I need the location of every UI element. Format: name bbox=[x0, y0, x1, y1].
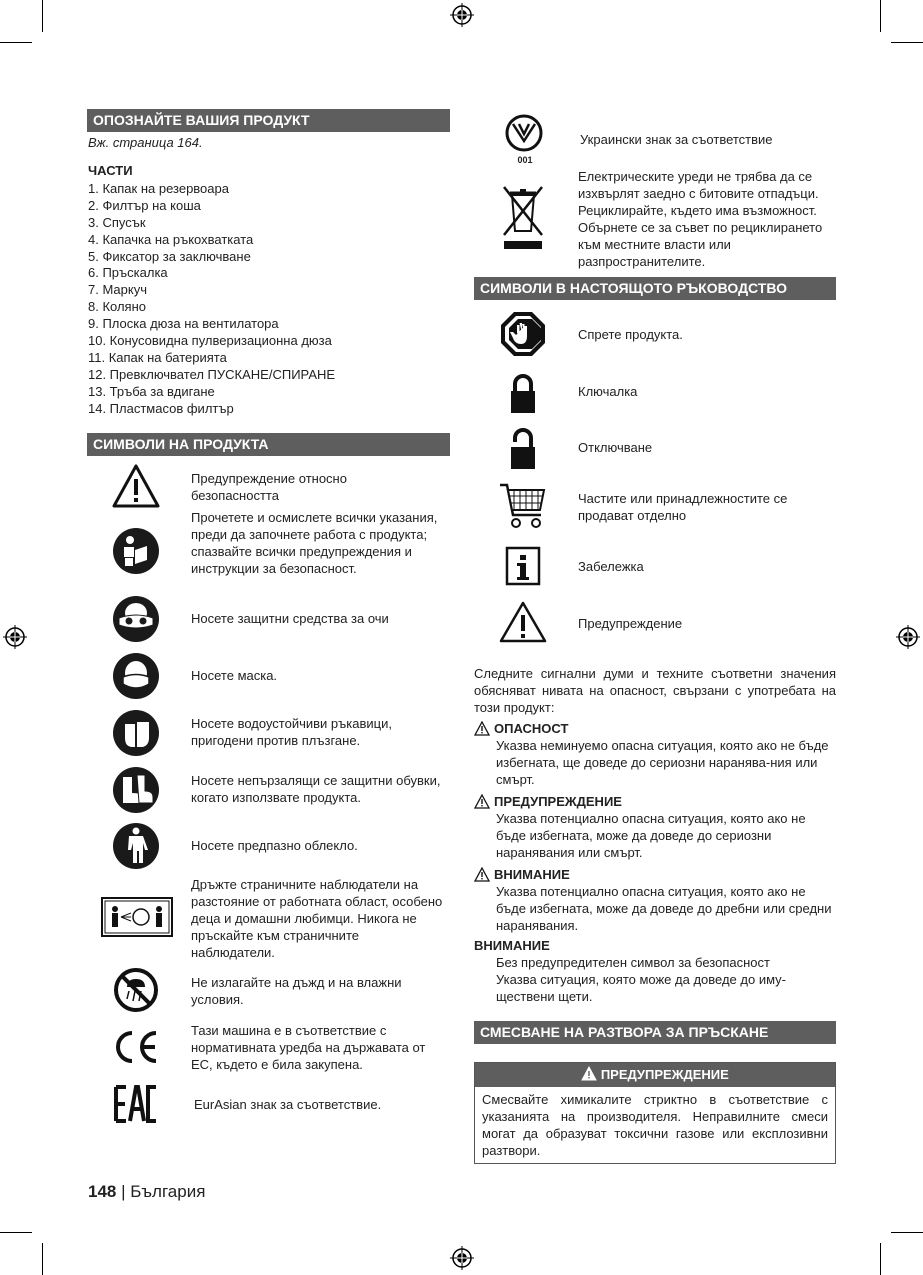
warning-triangle-icon bbox=[499, 600, 547, 644]
warning-triangle-icon bbox=[474, 721, 490, 736]
mask-icon bbox=[113, 653, 159, 699]
gloves-icon bbox=[113, 710, 159, 756]
info-note-icon bbox=[505, 546, 541, 586]
ukraine-code: 001 bbox=[517, 155, 533, 165]
registration-mark-icon bbox=[450, 1246, 474, 1270]
ukraine-mark-text: Украински знак за съответствие bbox=[580, 132, 773, 147]
level-description: Указва потенциално опасна ситуация, която ако не бъде избегната, може да доведе до сериозни наранявания или смърт. bbox=[496, 811, 806, 860]
manual-symbol-text: Ключалка bbox=[578, 384, 638, 399]
symbol-text: Тази машина е в съответствие с нормативната уредба на държавата от ЕС, където е била закупена. bbox=[191, 1023, 426, 1072]
list-item: 8. Коляно bbox=[88, 299, 147, 315]
see-page-reference: Вж. страница 164. bbox=[88, 135, 203, 150]
crop-mark bbox=[891, 42, 923, 43]
warning-triangle-icon bbox=[581, 1066, 597, 1081]
symbol-text: Дръжте страничните наблюдатели на разстояние от работната област, особено деца и домашни любимци. Никога не пръскайте към страничните наблюдатели. bbox=[191, 877, 443, 960]
parts-title: ЧАСТИ bbox=[88, 163, 133, 178]
warning-level bbox=[474, 793, 836, 861]
crop-mark bbox=[42, 1243, 43, 1275]
list-item: 11. Капак на батерията bbox=[88, 349, 227, 365]
symbol-text: Носете маска. bbox=[191, 668, 278, 683]
level-title: ВНИМАНИЕ bbox=[474, 938, 550, 953]
crop-mark bbox=[880, 1243, 881, 1275]
list-item: 13. Тръба за вдигане bbox=[88, 383, 215, 399]
read-manual-icon bbox=[113, 528, 159, 574]
crop-mark bbox=[880, 0, 881, 32]
level-description: Указва неминуемо опасна ситуация, която ако не бъде избегната, ще доведе до сериозни наранява-ния или смърт. bbox=[496, 738, 829, 787]
warning-box-title: ПРЕДУПРЕЖДЕНИЕ bbox=[600, 1067, 729, 1082]
warning-box bbox=[474, 1062, 836, 1164]
page-number: 148 bbox=[88, 1182, 117, 1201]
warning-box-text: Смесвайте химикалите стриктно в съответствие с указанията на производителя. Неправилните смеси могат да образуват токсични газове или експлозивни разтвори. bbox=[482, 1092, 828, 1158]
weee-bin-icon bbox=[500, 183, 546, 251]
list-item: 9. Плоска дюза на вентилатора bbox=[88, 316, 279, 332]
crop-mark bbox=[891, 1232, 923, 1233]
list-item: 10. Конусовидна пулверизационна дюза bbox=[88, 333, 332, 349]
crop-mark bbox=[0, 1232, 32, 1233]
registration-mark-icon bbox=[896, 625, 920, 649]
ce-mark-icon bbox=[112, 1029, 160, 1065]
eac-mark-icon bbox=[114, 1085, 158, 1123]
symbol-text: EurAsian знак за съответствие. bbox=[194, 1097, 382, 1112]
section-heading-know-product: ОПОЗНАЙТЕ ВАШИЯ ПРОДУКТ bbox=[87, 109, 450, 132]
footer-separator: | bbox=[121, 1182, 126, 1201]
list-item: 2. Филтър на коша bbox=[88, 197, 201, 213]
manual-symbol-text: Отключване bbox=[578, 440, 653, 455]
coverall-icon bbox=[113, 823, 159, 869]
crop-mark bbox=[42, 0, 43, 32]
level-description: Указва ситуация, която може да доведе до иму-ществени щети. bbox=[496, 972, 786, 1004]
symbol-text: Носете водоустойчиви ръкавици, пригодени против плъзгане. bbox=[191, 716, 392, 748]
list-item: 14. Пластмасов филтър bbox=[88, 400, 234, 416]
section-heading-manual-symbols: СИМВОЛИ В НАСТОЯЩОТО РЪКОВОДСТВО bbox=[474, 277, 836, 300]
symbol-text: Носете предпазно облекло. bbox=[191, 838, 358, 853]
level-title: ВНИМАНИЕ bbox=[494, 867, 570, 882]
registration-mark-icon bbox=[3, 625, 27, 649]
level-title: ПРЕДУПРЕЖДЕНИЕ bbox=[494, 794, 622, 809]
weee-text: Електрическите уреди не трябва да се изхвърлят заедно с битовите отпадъци. Рециклирайте, където има възможност. Обърнете се за съвет по рециклирането към местните власти или разпространителите. bbox=[578, 169, 823, 269]
warning-triangle-icon bbox=[474, 867, 490, 882]
warning-triangle-icon bbox=[112, 463, 160, 509]
eye-protection-icon bbox=[113, 596, 159, 642]
symbol-text: Прочетете и осмислете всички указания, преди да започнете работа с продукта; спазвайте всички предупреждения и инструкции за безопасност. bbox=[191, 510, 438, 576]
signal-words-intro: Следните сигнални думи и техните съответни значения обясняват нивата на опасност, свързани с употребата на този продукт: bbox=[474, 666, 836, 715]
unlock-icon bbox=[510, 428, 536, 470]
lock-icon bbox=[510, 374, 536, 414]
stop-hand-icon bbox=[500, 311, 546, 357]
symbol-text: Предупреждение относно безопасността bbox=[191, 471, 347, 503]
danger-level bbox=[474, 720, 836, 788]
page-footer bbox=[88, 1182, 205, 1202]
caution-level bbox=[474, 866, 836, 934]
manual-symbol-text: Предупреждение bbox=[578, 616, 683, 631]
list-item: 1. Капак на резервоара bbox=[88, 181, 229, 196]
caution-plain-level bbox=[474, 937, 836, 1005]
list-item: 12. Превключвател ПУСКАНЕ/СПИРАНЕ bbox=[88, 366, 336, 382]
list-item: 7. Маркуч bbox=[88, 282, 147, 298]
boots-icon bbox=[113, 767, 159, 813]
bystanders-icon bbox=[101, 897, 173, 937]
no-rain-icon bbox=[113, 967, 159, 1013]
level-description: Указва потенциално опасна ситуация, която ако не бъде избегната, може да доведе до дребни или средни наранявания. bbox=[496, 884, 832, 933]
symbol-text: Носете непързалящи се защитни обувки, когато използвате продукта. bbox=[191, 773, 441, 805]
manual-symbol-text: Частите или принадлежностите се продават отделно bbox=[578, 491, 788, 523]
section-heading-product-symbols: СИМВОЛИ НА ПРОДУКТА bbox=[87, 433, 450, 456]
shopping-cart-icon bbox=[498, 482, 548, 530]
list-item: 4. Капачка на ръкохватката bbox=[88, 231, 254, 247]
symbol-text: Носете защитни средства за очи bbox=[191, 611, 389, 626]
footer-language: България bbox=[130, 1182, 206, 1201]
registration-mark-icon bbox=[450, 3, 474, 27]
manual-symbol-text: Спрете продукта. bbox=[578, 327, 683, 342]
list-item: 5. Фиксатор за заключване bbox=[88, 248, 251, 264]
section-heading-mixing: СМЕСВАНЕ НА РАЗТВОРА ЗА ПРЪСКАНЕ bbox=[474, 1021, 836, 1044]
level-title: ОПАСНОСТ bbox=[494, 721, 569, 736]
level-subtitle: Без предупредителен символ за безопасност bbox=[496, 955, 770, 970]
symbol-text: Не излагайте на дъжд и на влажни условия. bbox=[191, 975, 402, 1007]
manual-symbol-text: Забележка bbox=[578, 559, 644, 574]
list-item: 3. Спусък bbox=[88, 214, 146, 230]
parts-list bbox=[88, 181, 448, 417]
warning-box-header bbox=[475, 1063, 835, 1087]
crop-mark bbox=[0, 42, 32, 43]
list-item: 6. Пръскалка bbox=[88, 265, 168, 281]
warning-triangle-icon bbox=[474, 794, 490, 809]
